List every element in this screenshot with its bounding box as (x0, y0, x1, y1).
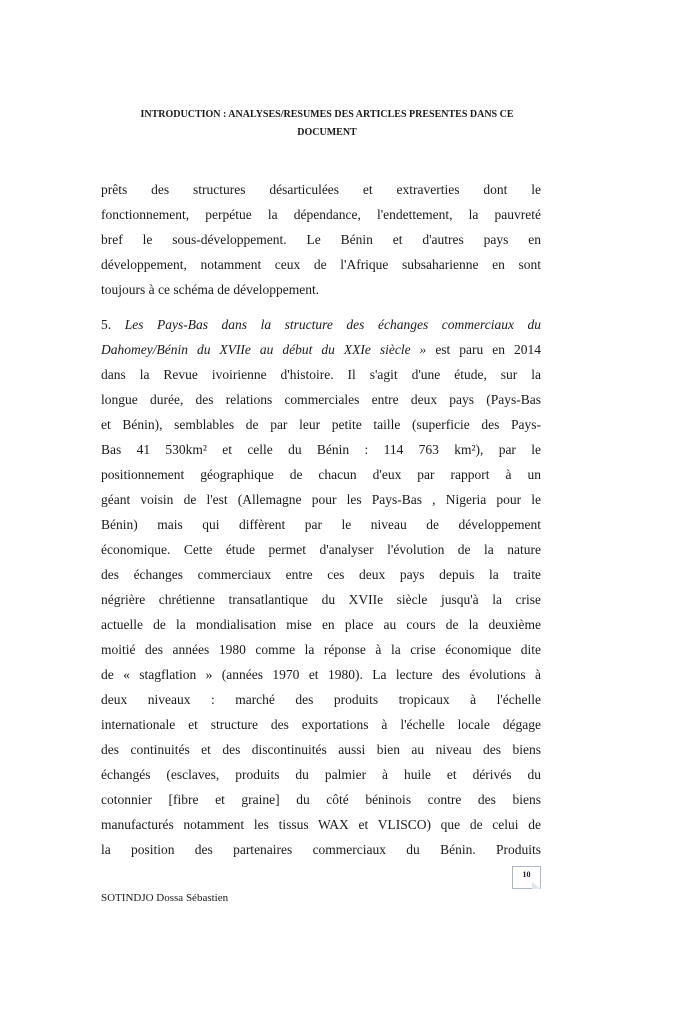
text-line (101, 337, 541, 362)
text-line: bref le sous-développement. Le Bénin et d'autres pays en (101, 232, 541, 247)
paragraph-5 (101, 312, 541, 862)
page-header-line1: INTRODUCTION : ANALYSES/RESUMES DES ARTICLES PRESENTES DANS CE (140, 109, 514, 120)
document-body (101, 177, 541, 862)
text-line: prêts des structures désarticulées et extraverties dont le (101, 182, 541, 197)
article-title-cont: Dahomey/Bénin du XVIIe au début du XXIe siècle » (101, 342, 427, 357)
text-line: manufacturés notamment les tissus WAX et VLISCO) que de celui de (101, 817, 541, 832)
text-line: fonctionnement, perpétue la dépendance, l'endettement, la pauvreté (101, 207, 541, 222)
paragraph-5-lines (101, 362, 541, 862)
page-header-line2: DOCUMENT (297, 127, 357, 138)
text-line: Bénin) mais qui diffèrent par le niveau de développement (101, 517, 541, 532)
text-line: des continuités et des discontinuités aussi bien au niveau des biens (101, 742, 541, 757)
text-line (101, 312, 541, 337)
text-line: internationale et structure des exportations à l'échelle locale dégage (101, 717, 541, 732)
text-line: économique. Cette étude permet d'analyser l'évolution de la nature (101, 542, 541, 557)
page-number-row (101, 866, 541, 890)
text-line: échangés (esclaves, produits du palmier à huile et dérivés du (101, 767, 541, 782)
text-line: deux niveaux : marché des produits tropicaux à l'échelle (101, 692, 541, 707)
page-number: 10 (512, 866, 541, 889)
text-line: actuelle de la mondialisation mise en place au cours de la deuxième (101, 617, 541, 632)
text-line: développement, notamment ceux de l'Afrique subsaharienne en sont (101, 257, 541, 272)
text-line: cotonnier [fibre et graine] du côté béninois contre des biens (101, 792, 541, 807)
text-line: dans la Revue ivoirienne d'histoire. Il s'agit d'une étude, sur la (101, 367, 541, 382)
page-header (109, 106, 545, 142)
text-line: négrière chrétienne transatlantique du XVIIe siècle jusqu'à la crise (101, 592, 541, 607)
text-line: des échanges commerciaux entre ces deux pays depuis la traite (101, 567, 541, 582)
text-line: positionnement géographique de chacun d'eux par rapport à un (101, 467, 541, 482)
footer-author: SOTINDJO Dossa Sébastien (101, 892, 229, 904)
text-line: et Bénin), semblables de par leur petite taille (superficie des Pays- (101, 417, 541, 432)
text-line: longue durée, des relations commerciales entre deux pays (Pays-Bas (101, 392, 541, 407)
article-title: Les Pays-Bas dans la structure des échanges commerciaux du (124, 317, 542, 332)
text-segment: est paru en 2014 (435, 342, 542, 357)
text-line: moitié des années 1980 comme la réponse à la crise économique dite (101, 642, 541, 657)
item-number: 5. (101, 317, 112, 332)
text-line: la position des partenaires commerciaux du Bénin. Produits (101, 842, 541, 857)
text-line: géant voisin de l'est (Allemagne pour les Pays-Bas , Nigeria pour le (101, 492, 541, 507)
text-line: de « stagflation » (années 1970 et 1980). La lecture des évolutions à (101, 667, 541, 682)
text-line: Bas 41 530km² et celle du Bénin : 114 763 km²), par le (101, 442, 541, 457)
text-line: toujours à ce schéma de développement. (101, 282, 320, 297)
paragraph-1 (101, 177, 541, 302)
